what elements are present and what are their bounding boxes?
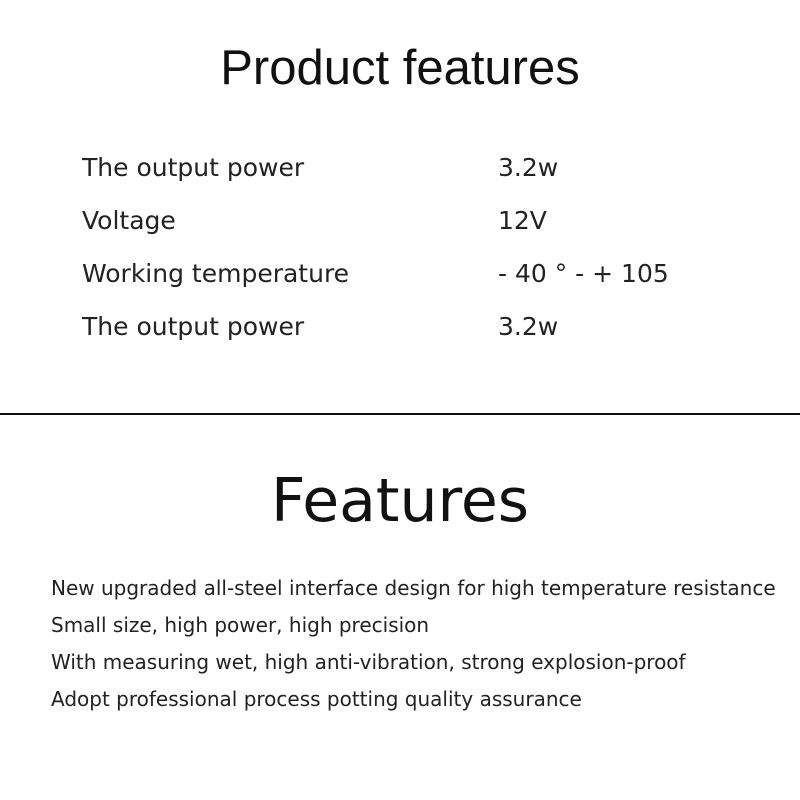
product-features-title: Product features (220, 41, 580, 95)
section-divider (0, 413, 800, 415)
spec-label: Working temperature (82, 259, 350, 288)
spec-value: 3.2w (498, 312, 559, 341)
features-title: Features (271, 466, 529, 536)
spec-row (0, 148, 800, 188)
spec-row (0, 307, 800, 347)
spec-value: - 40 ° - + 105 (498, 259, 669, 288)
feature-item: Small size, high power, high precision (51, 613, 430, 637)
spec-value: 3.2w (498, 153, 559, 182)
feature-item: With measuring wet, high anti-vibration, strong explosion-proof (51, 650, 686, 674)
feature-item: New upgraded all-steel interface design for high temperature resistance (51, 576, 776, 600)
spec-label: The output power (82, 153, 305, 182)
feature-item: Adopt professional process potting quality assurance (51, 687, 582, 711)
spec-label: The output power (82, 312, 305, 341)
spec-row (0, 254, 800, 294)
spec-row (0, 201, 800, 241)
spec-value: 12V (498, 206, 547, 235)
spec-label: Voltage (82, 206, 176, 235)
feature-list (51, 570, 776, 718)
